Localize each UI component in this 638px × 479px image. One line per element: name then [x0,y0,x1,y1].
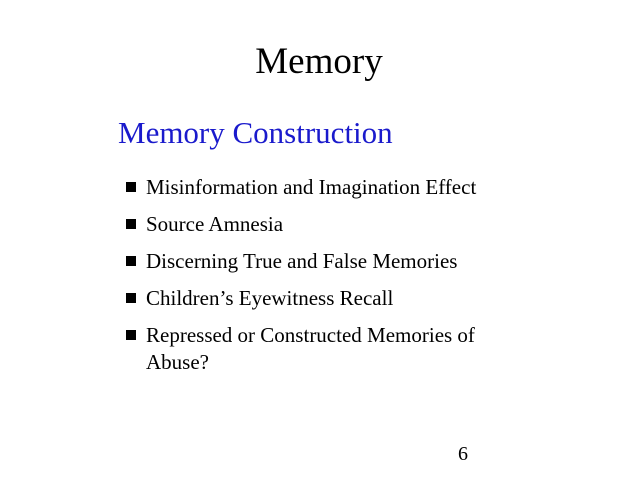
bullet-text: Repressed or Constructed Memories of Abuse? [146,323,475,374]
bullet-text: Discerning True and False Memories [146,249,458,273]
bullet-item [124,285,524,312]
square-bullet-icon [126,182,136,192]
bullet-item [124,248,524,275]
bullet-text: Misinformation and Imagination Effect [146,175,477,199]
bullet-item [124,322,524,376]
square-bullet-icon [126,219,136,229]
bullet-item [124,174,524,201]
bullet-text: Source Amnesia [146,212,284,236]
slide-subtitle: Memory Construction [118,115,393,150]
square-bullet-icon [126,293,136,303]
bullet-item [124,211,524,238]
square-bullet-icon [126,256,136,266]
page-number: 6 [458,443,468,465]
square-bullet-icon [126,330,136,340]
slide-title: Memory [255,41,383,82]
bullet-text: Children’s Eyewitness Recall [146,286,394,310]
bullet-list [124,174,524,386]
